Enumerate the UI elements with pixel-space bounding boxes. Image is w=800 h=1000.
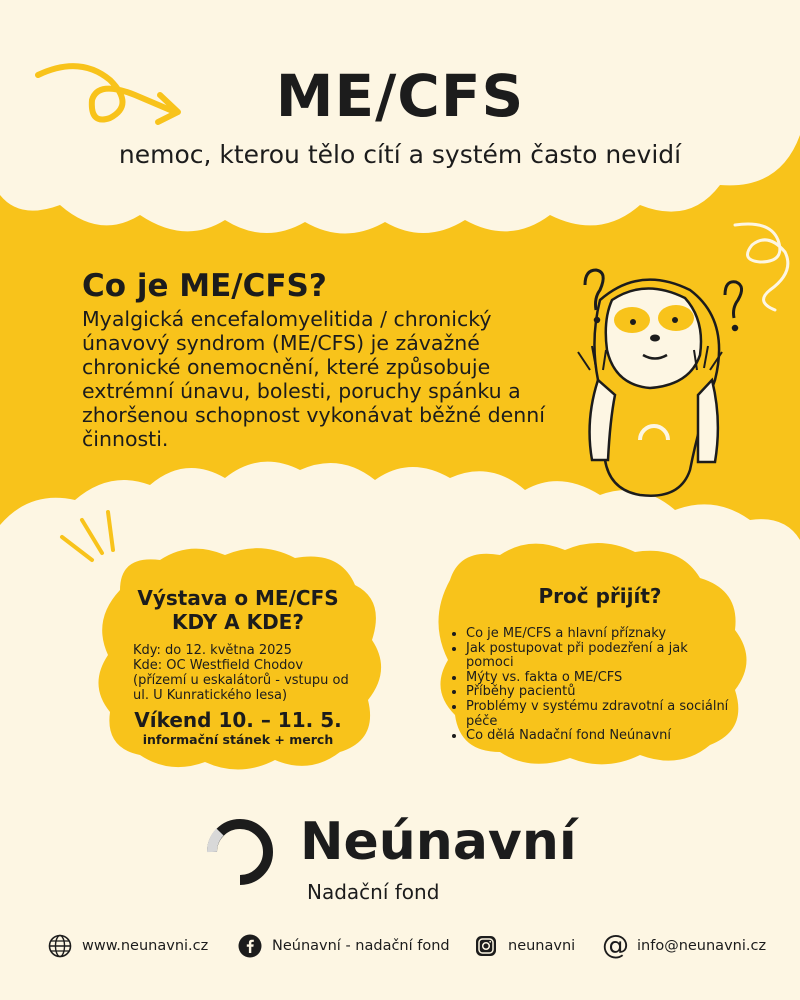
footer-facebook[interactable]	[238, 934, 450, 958]
list-item: • Mýty vs. fakta o ME/CFS	[466, 671, 736, 686]
list-item: • Problémy v systému zdravotní a sociální péče	[466, 700, 736, 729]
weekend-date: Víkend 10. – 11. 5.	[134, 708, 342, 732]
footer-instagram[interactable]	[474, 934, 575, 958]
footer-facebook-text: Neúnavní - nadační fond	[272, 938, 450, 954]
exhibition-title-line2: KDY A KDE?	[172, 610, 304, 634]
facebook-icon	[238, 934, 262, 958]
footer-instagram-text: neunavni	[508, 938, 576, 954]
brand-logo-icon	[200, 812, 280, 892]
reasons-list	[452, 627, 736, 744]
globe-icon	[48, 934, 72, 958]
exhibition-title	[118, 586, 358, 634]
exhibition-when: Kdy: do 12. května 2025	[133, 643, 292, 658]
footer-website-text: www.neunavni.cz	[82, 938, 209, 954]
exhibition-where: Kde: OC Westfield Chodov	[133, 658, 304, 673]
list-item: • Jak postupovat při podezření a jak pomoci	[466, 642, 736, 671]
instagram-icon	[474, 934, 498, 958]
page-subtitle: nemoc, kterou tělo cítí a systém často nevidí	[118, 140, 682, 169]
weekend-note: informační stánek + merch	[142, 732, 334, 747]
exhibition-where-note: (přízemí u eskalátorů - vstupu od	[133, 673, 349, 688]
list-item: • Co je ME/CFS a hlavní příznaky	[466, 627, 736, 642]
page-title: ME/CFS	[275, 62, 525, 130]
about-text: Myalgická encefalomyelitida / chronický únavový syndrom (ME/CFS) je závažné chronické onemocnění, které způsobuje extrémní únavu, bolesti, poruchy spánku a zhoršenou schopnost vykonávat běžné denní činnosti.	[82, 307, 545, 451]
exhibition-details	[133, 643, 363, 703]
footer-email[interactable]	[602, 930, 767, 961]
about-heading: Co je ME/CFS?	[82, 268, 327, 304]
exhibition-title-line1: Výstava o ME/CFS	[137, 586, 339, 610]
list-item: • Příběhy pacientů	[466, 685, 736, 700]
at-icon: @	[602, 930, 629, 961]
reasons-title: Proč přijít?	[538, 584, 662, 608]
footer-website[interactable]	[48, 934, 208, 958]
brand-name: Neúnavní	[300, 812, 577, 872]
exhibition-where-note-2: ul. U Kunratického lesa)	[133, 688, 288, 703]
list-item: • Co dělá Nadační fond Neúnavní	[466, 729, 736, 744]
footer-email-text: info@neunavni.cz	[637, 938, 767, 954]
brand-subtitle: Nadační fond	[307, 880, 440, 904]
